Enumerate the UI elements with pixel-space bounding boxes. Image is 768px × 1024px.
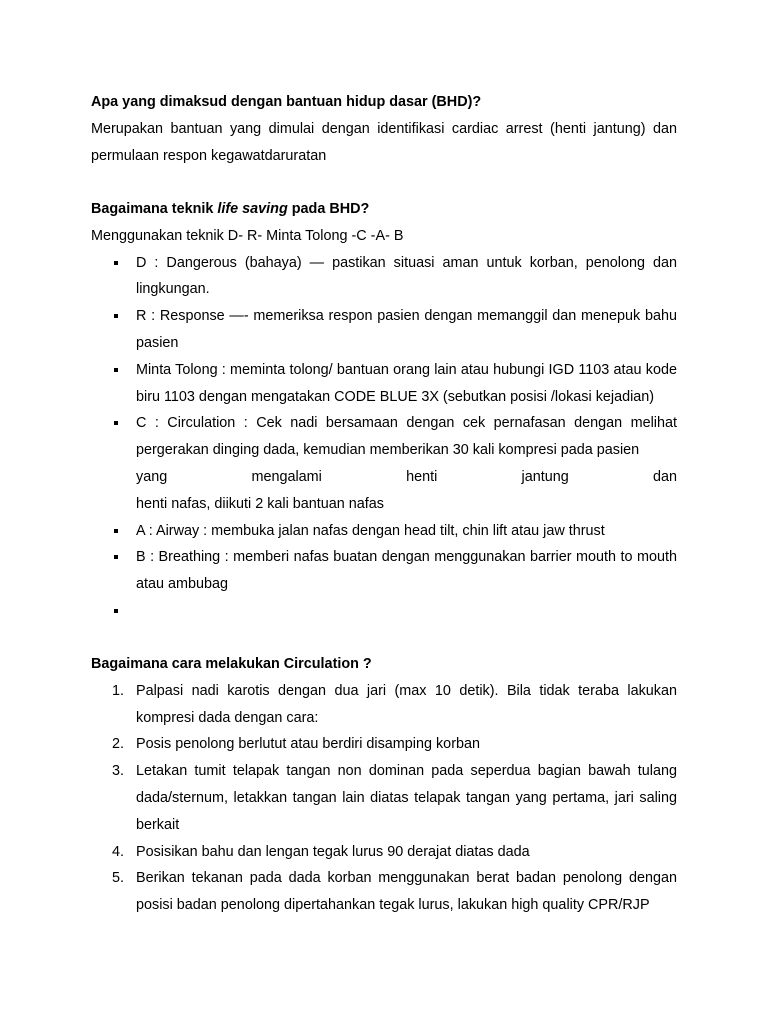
steps-list — [91, 678, 677, 919]
circulation-last-line: henti nafas, diikuti 2 kali bantuan nafas — [136, 495, 385, 512]
step-item: 4. Posisikan bahu dan lengan tegak lurus 90 derajat diatas dada — [112, 843, 530, 860]
step-item: 2. Posis penolong berlutut atau berdiri disamping korban — [112, 736, 480, 753]
section-bhd-definition — [91, 89, 677, 169]
section-life-saving — [91, 196, 677, 625]
step-item: 1. Palpasi nadi karotis dengan dua jari (max 10 detik). Bila tidak teraba lakukan kompresi dada dengan cara: — [112, 682, 677, 726]
list-item-empty — [91, 598, 677, 625]
question-heading: Apa yang dimaksud dengan bantuan hidup dasar (BHD)? — [91, 94, 482, 110]
list-item: B : Breathing : memberi nafas buatan dengan menggunakan barrier mouth to mouth atau ambubag — [91, 544, 677, 598]
list-item: A : Airway : membuka jalan nafas dengan head tilt, chin lift atau jaw thrust — [91, 518, 677, 545]
circulation-text: C : Circulation : Cek nadi bersamaan dengan cek pernafasan dengan melihat pergerakan dinging dada, kemudian memberikan 30 kali kompresi pada pasien — [136, 415, 677, 459]
step-item: 3. Letakan tumit telapak tangan non dominan pada seperdua bagian bawah tulang dada/sternum, letakkan tangan lain diatas telapak tangan yang pertama, jari saling berkait — [112, 763, 677, 833]
list-item-circulation — [91, 410, 677, 517]
list-item: D : Dangerous (bahaya) — pastikan situasi aman untuk korban, penolong dan lingkungan. — [91, 250, 677, 304]
list-item: R : Response —- memeriksa respon pasien dengan memanggil dan menepuk bahu pasien — [91, 303, 677, 357]
answer-paragraph: Merupakan bantuan yang dimulai dengan identifikasi cardiac arrest (henti jantung) dan permulaan respon kegawatdaruratan — [91, 120, 677, 164]
question-heading: Bagaimana teknik life saving pada BHD? — [91, 201, 370, 217]
question-heading: Bagaimana cara melakukan Circulation ? — [91, 656, 372, 672]
drmcab-list — [91, 250, 677, 625]
intro-text: Menggunakan teknik D- R- Minta Tolong -C -A- B — [91, 227, 404, 244]
circulation-spread-line: yang mengalami henti jantung dan — [136, 468, 677, 485]
step-item: 5. Berikan tekanan pada dada korban menggunakan berat badan penolong dengan posisi badan penolong dipertahankan tegak lurus, lakukan high quality CPR/RJP — [112, 870, 677, 914]
section-circulation-steps — [91, 651, 677, 919]
list-item: Minta Tolong : meminta tolong/ bantuan orang lain atau hubungi IGD 1103 atau kode biru 1103 dengan mengatakan CODE BLUE 3X (sebutkan posisi /lokasi kejadian) — [91, 357, 677, 411]
